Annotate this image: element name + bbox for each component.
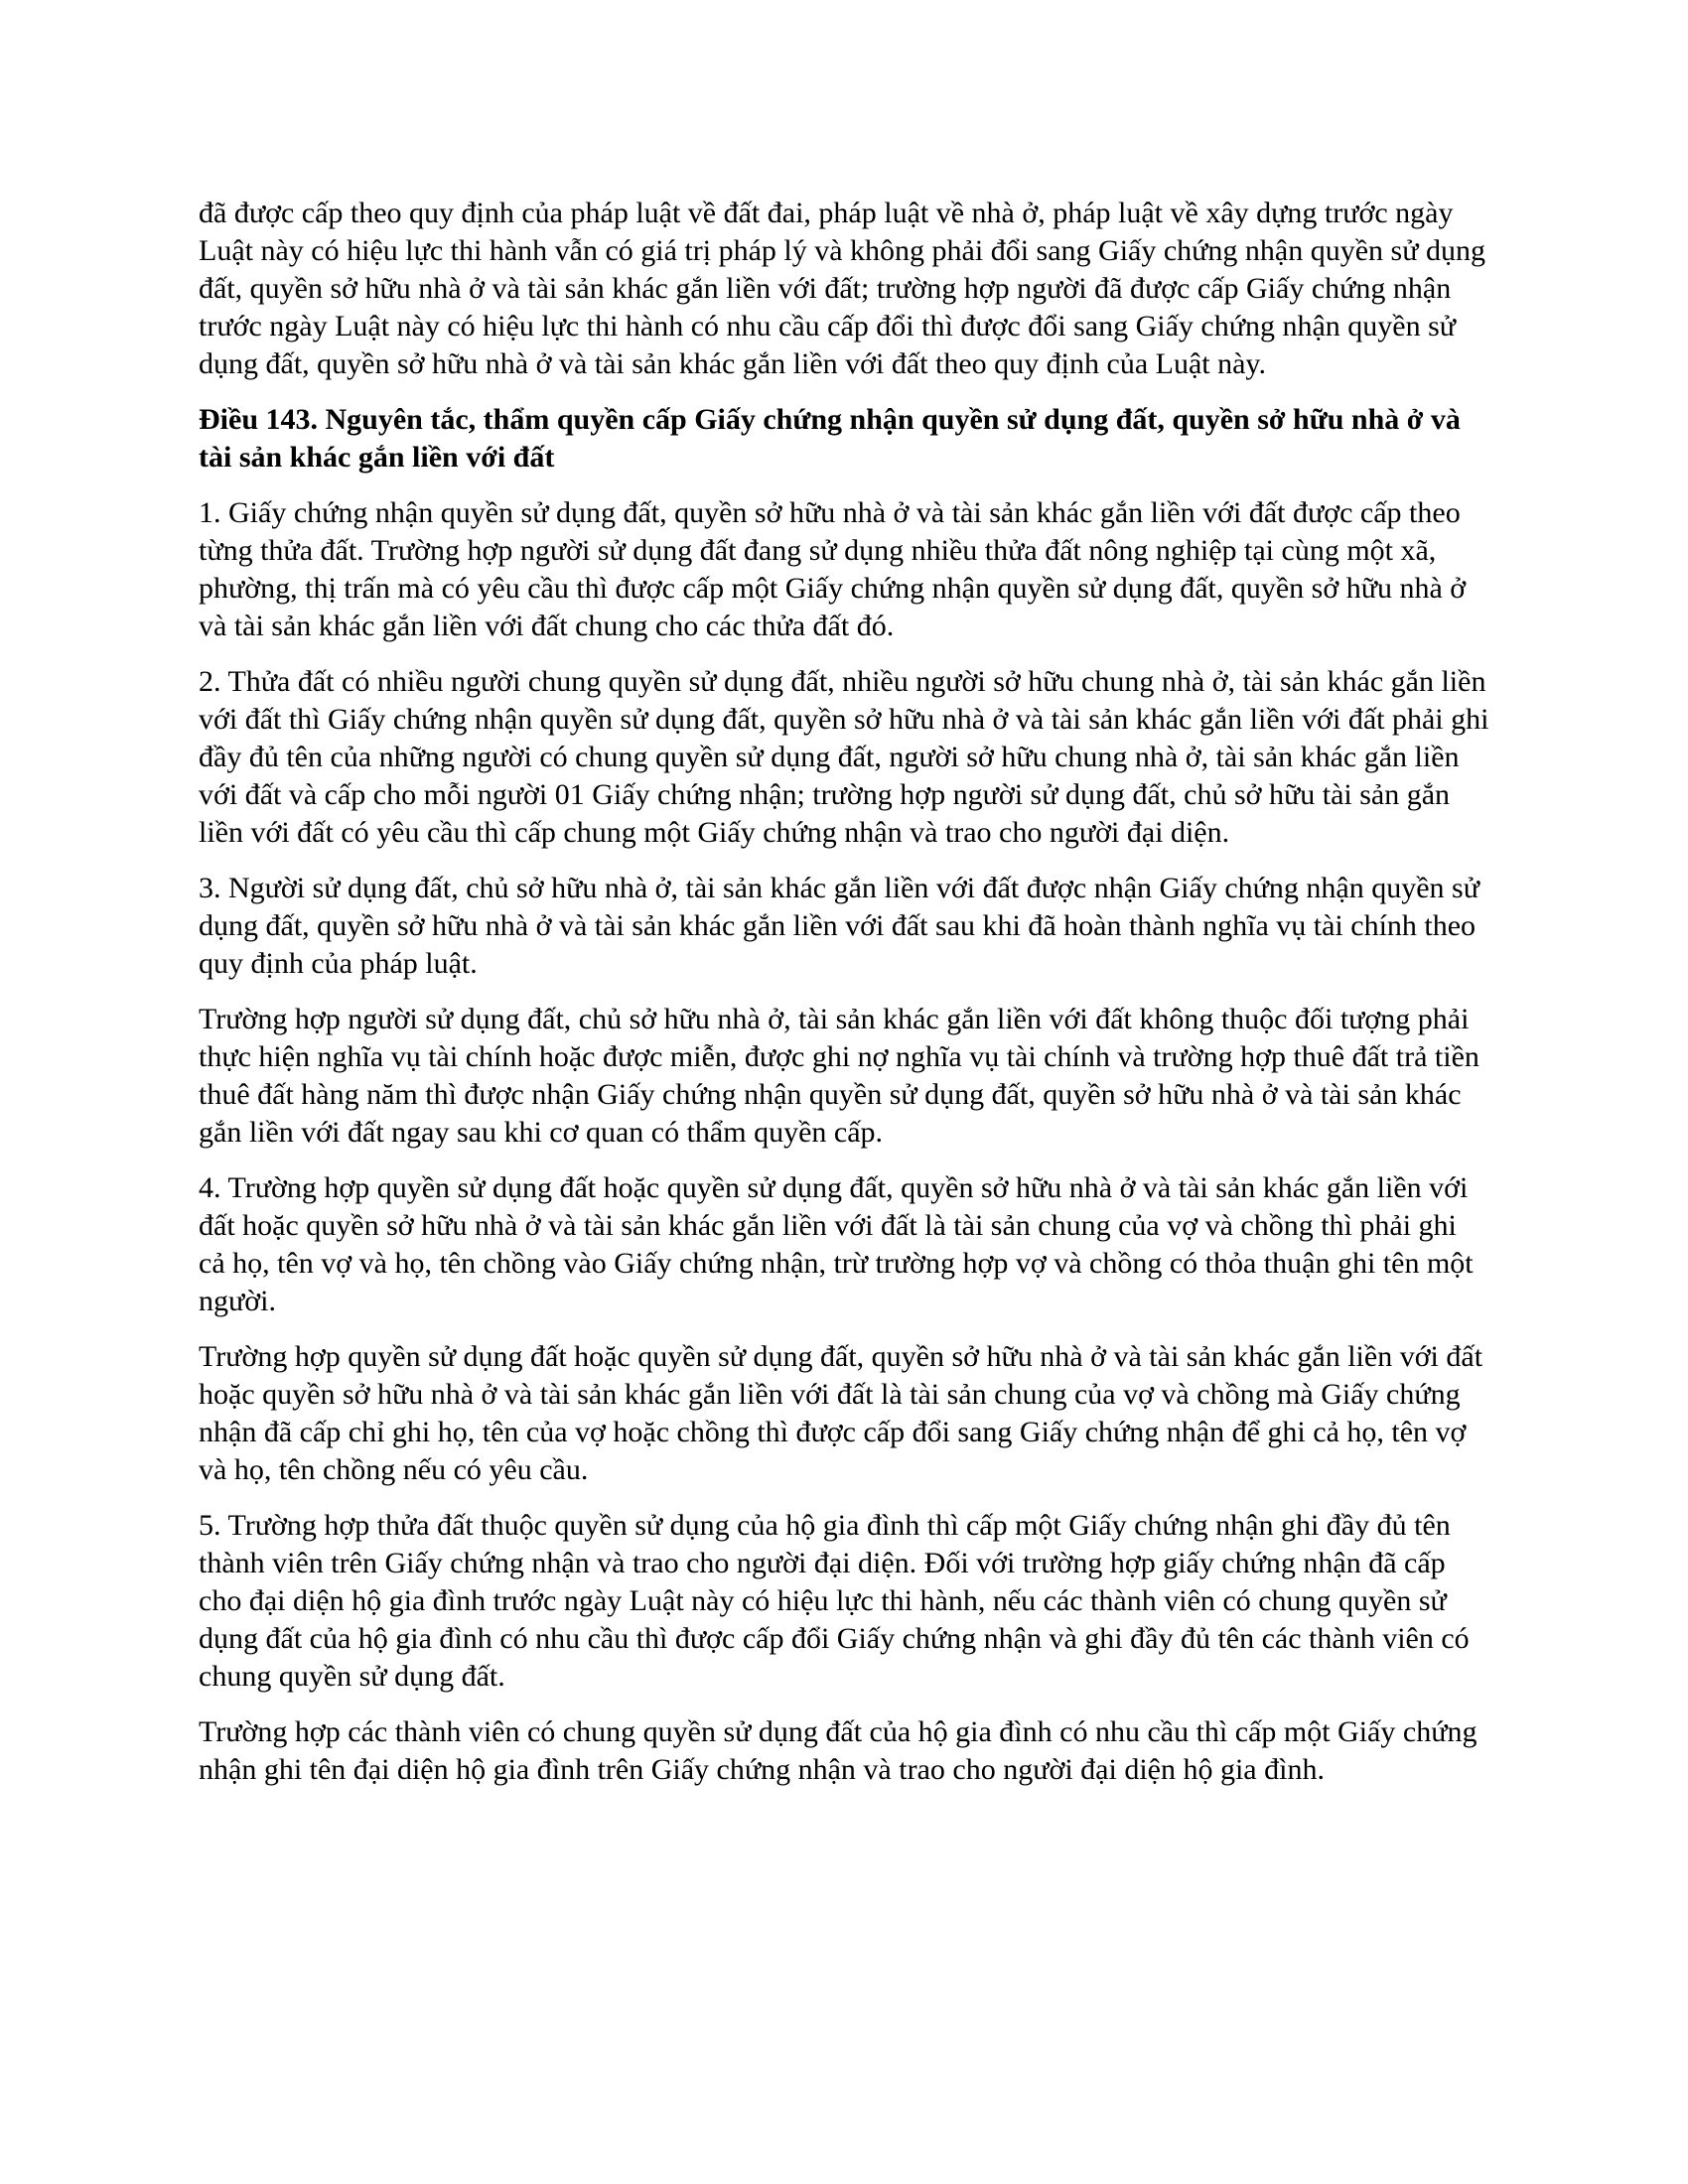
document-page: [199, 195, 1489, 1807]
article-heading: Điều 143. Nguyên tắc, thẩm quyền cấp Giấy chứng nhận quyền sử dụng đất, quyền sở hữu nhà ở và tài sản khác gắn liền với đất: [199, 403, 1461, 474]
paragraph-clause-5: 5. Trường hợp thửa đất thuộc quyền sử dụng của hộ gia đình thì cấp một Giấy chứng nhận ghi đầy đủ tên thành viên trên Giấy chứng nhận và trao cho người đại diện. Đối với trường hợp giấy chứng nhận đã cấp cho đại diện hộ gia đình trước ngày Luật này có hiệu lực thi hành, nếu các thành viên có chung quyền sử dụng đất của hộ gia đình có nhu cầu thì được cấp đổi Giấy chứng nhận và ghi đầy đủ tên các thành viên có chung quyền sử dụng đất.: [199, 1509, 1470, 1693]
paragraph-clause-3-continued: Trường hợp người sử dụng đất, chủ sở hữu nhà ở, tài sản khác gắn liền với đất không thuộc đối tượng phải thực hiện nghĩa vụ tài chính hoặc được miễn, được ghi nợ nghĩa vụ tài chính và trường hợp thuê đất trả tiền thuê đất hàng năm thì được nhận Giấy chứng nhận quyền sử dụng đất, quyền sở hữu nhà ở và tài sản khác gắn liền với đất ngay sau khi cơ quan có thẩm quyền cấp.: [199, 1003, 1479, 1149]
paragraph-clause-3: 3. Người sử dụng đất, chủ sở hữu nhà ở, tài sản khác gắn liền với đất được nhận Giấy chứng nhận quyền sử dụng đất, quyền sở hữu nhà ở và tài sản khác gắn liền với đất sau khi đã hoàn thành nghĩa vụ tài chính theo quy định của pháp luật.: [199, 872, 1479, 980]
paragraph-clause-4: 4. Trường hợp quyền sử dụng đất hoặc quyền sử dụng đất, quyền sở hữu nhà ở và tài sản khác gắn liền với đất hoặc quyền sở hữu nhà ở và tài sản khác gắn liền với đất là tài sản chung của vợ và chồng thì phải ghi cả họ, tên vợ và họ, tên chồng vào Giấy chứng nhận, trừ trường hợp vợ và chồng có thỏa thuận ghi tên một người.: [199, 1171, 1474, 1317]
paragraph-clause-4-continued: Trường hợp quyền sử dụng đất hoặc quyền sử dụng đất, quyền sở hữu nhà ở và tài sản khác gắn liền với đất hoặc quyền sở hữu nhà ở và tài sản khác gắn liền với đất là tài sản chung của vợ và chồng mà Giấy chứng nhận đã cấp chỉ ghi họ, tên của vợ hoặc chồng thì được cấp đổi sang Giấy chứng nhận để ghi cả họ, tên vợ và họ, tên chồng nếu có yêu cầu.: [199, 1340, 1483, 1486]
paragraph-clause-2: 2. Thửa đất có nhiều người chung quyền sử dụng đất, nhiều người sở hữu chung nhà ở, tài sản khác gắn liền với đất thì Giấy chứng nhận quyền sử dụng đất, quyền sở hữu nhà ở và tài sản khác gắn liền với đất phải ghi đầy đủ tên của những người có chung quyền sử dụng đất, người sở hữu chung nhà ở, tài sản khác gắn liền với đất và cấp cho mỗi người 01 Giấy chứng nhận; trường hợp người sử dụng đất, chủ sở hữu tài sản gắn liền với đất có yêu cầu thì cấp chung một Giấy chứng nhận và trao cho người đại diện.: [199, 665, 1489, 849]
intro-paragraph: đã được cấp theo quy định của pháp luật về đất đai, pháp luật về nhà ở, pháp luật về xây dựng trước ngày Luật này có hiệu lực thi hành vẫn có giá trị pháp lý và không phải đổi sang Giấy chứng nhận quyền sử dụng đất, quyền sở hữu nhà ở và tài sản khác gắn liền với đất; trường hợp người đã được cấp Giấy chứng nhận trước ngày Luật này có hiệu lực thi hành có nhu cầu cấp đổi thì được đổi sang Giấy chứng nhận quyền sử dụng đất, quyền sở hữu nhà ở và tài sản khác gắn liền với đất theo quy định của Luật này.: [199, 197, 1485, 380]
paragraph-clause-1: 1. Giấy chứng nhận quyền sử dụng đất, quyền sở hữu nhà ở và tài sản khác gắn liền với đất được cấp theo từng thửa đất. Trường hợp người sử dụng đất đang sử dụng nhiều thửa đất nông nghiệp tại cùng một xã, phường, thị trấn mà có yêu cầu thì được cấp một Giấy chứng nhận quyền sử dụng đất, quyền sở hữu nhà ở và tài sản khác gắn liền với đất chung cho các thửa đất đó.: [199, 496, 1467, 642]
paragraph-clause-5-continued: Trường hợp các thành viên có chung quyền sử dụng đất của hộ gia đình có nhu cầu thì cấp một Giấy chứng nhận ghi tên đại diện hộ gia đình trên Giấy chứng nhận và trao cho người đại diện hộ gia đình.: [199, 1715, 1477, 1786]
